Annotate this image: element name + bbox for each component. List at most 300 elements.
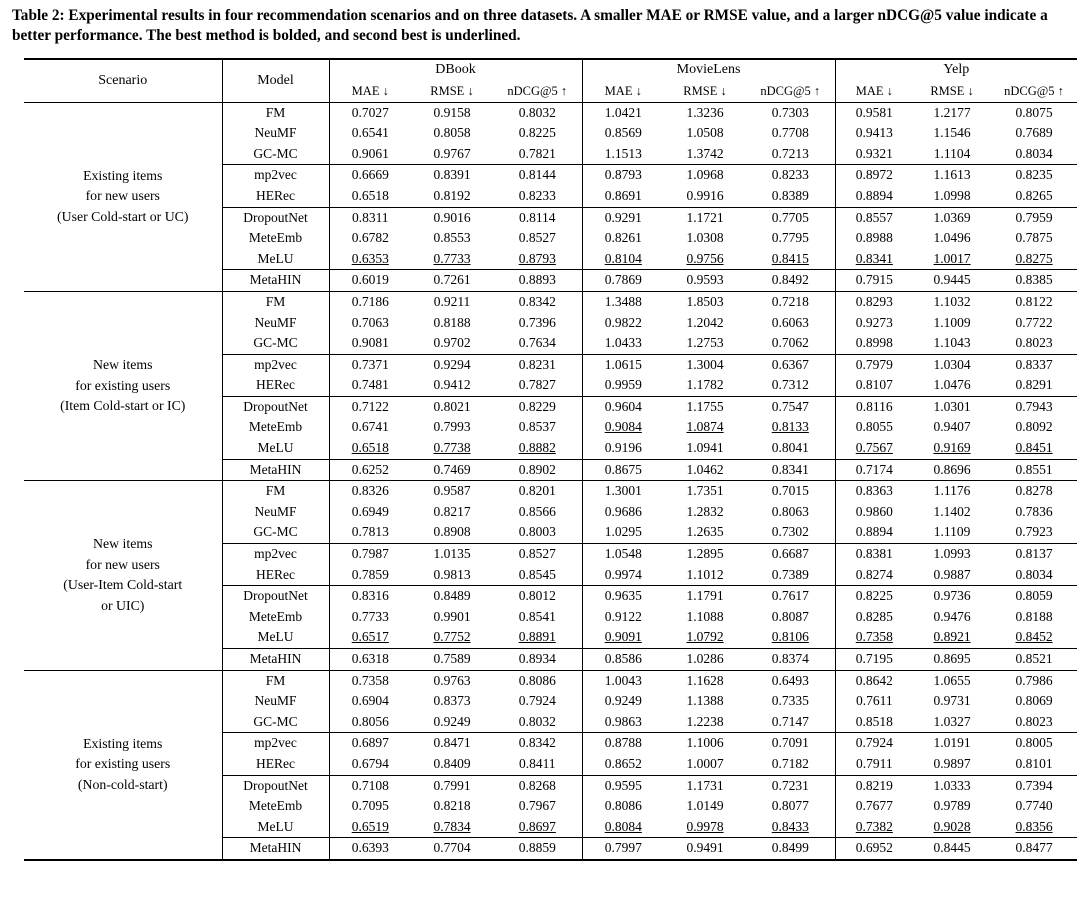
metric-value: 0.8902 [493,459,582,481]
metric-value: 0.7302 [746,522,835,543]
scenario-line: New items [93,357,153,373]
metric-value: 0.8891 [493,627,582,648]
metric-value: 0.8859 [493,838,582,860]
metric-value: 0.9731 [933,693,971,709]
metric-value: 0.7122 [351,398,389,414]
model-name: MeteEmb [222,417,329,438]
header-metric-dbook-1: RMSE ↓ [411,81,493,102]
model-name: mp2vec [222,165,329,186]
metric-value: 0.7027 [351,104,389,120]
metric-value: 1.0508 [686,125,724,141]
model-name: NeuMF [222,691,329,712]
metric-value: 0.8527 [493,544,582,565]
metric-value: 0.8069 [1015,693,1053,709]
metric-value: 0.8291 [991,375,1077,396]
metric-value: 1.0043 [604,672,642,688]
metric-value: 0.7015 [746,481,835,502]
metric-value: 0.9294 [433,356,471,372]
metric-value: 1.2895 [686,546,724,562]
metric-value: 0.7063 [351,314,389,330]
metric-value: 0.8059 [1015,588,1053,604]
scenario-line: Existing items [83,167,163,183]
header-dataset-dbook: DBook [329,59,582,81]
metric-value: 0.9476 [933,608,971,624]
metric-value: 1.0941 [664,438,746,459]
metric-value: 0.9491 [664,838,746,860]
table-row [24,102,1077,123]
metric-value: 1.3742 [664,144,746,165]
metric-value: 0.8499 [746,838,835,860]
metric-value: 0.9196 [582,438,664,459]
metric-value: 0.8894 [835,186,913,207]
metric-value: 0.7481 [329,375,411,396]
model-name: DropoutNet [222,396,329,417]
metric-value: 1.2635 [664,522,746,543]
metric-value: 0.7836 [1015,503,1053,519]
header-metric-yelp-0: MAE ↓ [835,81,913,102]
metric-value: 0.8675 [582,459,664,481]
metric-value: 1.0301 [933,398,971,414]
metric-value: 0.8092 [1015,419,1053,435]
model-name: GC-MC [222,333,329,354]
metric-value: 1.2832 [686,503,724,519]
metric-value: 0.8527 [493,228,582,249]
metric-value: 0.6519 [329,817,411,838]
metric-value: 0.8233 [746,165,835,186]
metric-value: 0.8218 [433,798,471,814]
metric-value: 1.1043 [913,333,991,354]
metric-value: 0.8921 [913,627,991,648]
metric-value: 0.8201 [493,481,582,502]
model-name: DropoutNet [222,775,329,796]
table-row [24,481,1077,502]
metric-value: 0.9736 [933,588,971,604]
model-name: MetaHIN [222,838,329,860]
metric-value: 0.8192 [411,186,493,207]
metric-value: 0.8086 [493,670,582,691]
metric-value: 0.8188 [433,314,471,330]
model-name: HERec [222,375,329,396]
metric-value: 1.0421 [604,104,642,120]
metric-value: 0.8274 [835,565,913,586]
metric-value: 0.9273 [855,314,893,330]
metric-value: 0.8409 [411,754,493,775]
metric-value: 0.8217 [433,503,471,519]
metric-value: 0.8788 [604,735,642,751]
metric-value: 0.8275 [991,249,1077,270]
metric-value: 0.9407 [933,419,971,435]
metric-value: 0.8106 [746,627,835,648]
metric-value: 0.8553 [433,230,471,246]
metric-value: 1.0433 [582,333,664,354]
metric-value: 0.9863 [582,712,664,733]
metric-value: 0.9822 [604,314,642,330]
model-name: HERec [222,754,329,775]
metric-value: 0.7986 [1015,672,1053,688]
metric-value: 1.1032 [933,293,971,309]
metric-value: 0.9211 [433,293,471,309]
metric-value: 0.8373 [433,693,471,709]
metric-value: 0.8023 [991,712,1077,733]
metric-value: 0.9763 [433,672,471,688]
metric-value: 0.9860 [855,503,893,519]
metric-value: 0.7705 [746,207,835,228]
metric-value: 1.0655 [933,672,971,688]
metric-value: 0.6318 [329,649,411,671]
metric-value: 0.8452 [991,627,1077,648]
metric-value: 0.8445 [913,838,991,860]
metric-value: 0.8477 [991,838,1077,860]
metric-value: 0.8058 [433,125,471,141]
metric-value: 0.8342 [493,733,582,754]
metric-value: 0.7389 [746,565,835,586]
metric-value: 0.7733 [351,608,389,624]
metric-value: 0.8521 [991,649,1077,671]
metric-value: 0.7335 [746,691,835,712]
metric-value: 0.9587 [433,483,471,499]
header-metric-yelp-2: nDCG@5 ↑ [991,81,1077,102]
metric-value: 0.8133 [746,417,835,438]
metric-value: 1.0304 [933,356,971,372]
model-name: GC-MC [222,144,329,165]
metric-value: 0.7987 [351,546,389,562]
metric-value: 0.7312 [746,375,835,396]
scenario-label [24,481,222,670]
metric-value: 1.0295 [582,522,664,543]
metric-value: 1.2238 [664,712,746,733]
model-name: NeuMF [222,502,329,523]
metric-value: 1.2177 [933,104,971,120]
metric-value: 0.6687 [746,544,835,565]
metric-value: 0.8566 [493,502,582,523]
metric-value: 0.9635 [604,588,642,604]
metric-value: 0.7911 [835,754,913,775]
metric-value: 0.7993 [433,419,471,435]
metric-value: 0.6252 [329,459,411,481]
metric-value: 0.8055 [855,419,893,435]
metric-value: 1.0462 [664,459,746,481]
metric-value: 0.8518 [835,712,913,733]
metric-value: 0.8691 [582,186,664,207]
metric-value: 0.8695 [913,649,991,671]
metric-value: 0.8391 [433,167,471,183]
metric-value: 0.7589 [411,649,493,671]
metric-value: 0.8225 [855,588,893,604]
model-name: FM [222,670,329,691]
metric-value: 1.0369 [933,209,971,225]
metric-value: 0.7795 [746,228,835,249]
metric-value: 0.9789 [933,798,971,814]
metric-value: 1.0308 [686,230,724,246]
metric-value: 1.1006 [686,735,724,751]
metric-value: 0.8433 [746,817,835,838]
metric-value: 0.7752 [411,627,493,648]
metric-value: 0.9593 [664,270,746,292]
metric-value: 0.7733 [411,249,493,270]
model-name: MeLU [222,817,329,838]
metric-value: 1.0286 [664,649,746,671]
metric-value: 0.7875 [1015,230,1053,246]
metric-value: 0.8268 [493,775,582,796]
model-name: MeteEmb [222,796,329,817]
metric-value: 1.2042 [686,314,724,330]
metric-value: 0.8034 [991,565,1077,586]
metric-value: 0.7231 [746,775,835,796]
metric-value: 1.1755 [686,398,724,414]
metric-value: 0.6063 [746,313,835,334]
metric-value: 1.0792 [664,627,746,648]
header-scenario: Scenario [24,59,222,102]
metric-value: 0.9016 [433,209,471,225]
metric-value: 1.1721 [686,209,724,225]
metric-value: 1.0874 [686,419,724,435]
metric-value: 0.8385 [991,270,1077,292]
metric-value: 1.0968 [686,167,724,183]
metric-value: 0.8084 [582,817,664,838]
metric-value: 0.9028 [913,817,991,838]
scenario-line: (Non-cold-start) [77,777,168,793]
metric-value: 0.9959 [582,375,664,396]
metric-value: 0.9702 [411,333,493,354]
metric-value: 0.8056 [329,712,411,733]
metric-value: 0.9291 [604,209,642,225]
metric-value: 0.8696 [913,459,991,481]
metric-value: 0.8381 [855,546,893,562]
metric-value: 0.7827 [493,375,582,396]
metric-value: 0.8411 [493,754,582,775]
metric-value: 0.9169 [913,438,991,459]
model-name: MeLU [222,627,329,648]
metric-value: 0.7722 [1015,314,1053,330]
metric-value: 0.8107 [835,375,913,396]
metric-value: 0.6741 [351,419,389,435]
metric-value: 0.8586 [582,649,664,671]
scenario-line: (User-Item Cold-start [63,577,183,593]
metric-value: 0.9897 [913,754,991,775]
metric-value: 0.8697 [493,817,582,838]
metric-value: 1.1402 [933,503,971,519]
metric-value: 0.8219 [855,777,893,793]
metric-value: 0.8034 [991,144,1077,165]
metric-value: 0.9091 [582,627,664,648]
metric-value: 0.9901 [433,608,471,624]
scenario-line: Existing items [83,735,163,751]
model-name: DropoutNet [222,207,329,228]
metric-value: 0.9595 [604,777,642,793]
metric-value: 1.7351 [686,483,724,499]
metric-value: 0.7091 [746,733,835,754]
metric-value: 0.9604 [604,398,642,414]
scenario-line: for new users [85,188,160,204]
header-metric-movielens-1: RMSE ↓ [664,81,746,102]
metric-value: 0.8537 [493,417,582,438]
metric-value: 0.6518 [329,438,411,459]
metric-value: 0.7396 [493,313,582,334]
table-body [24,59,1077,860]
metric-value: 0.7567 [835,438,913,459]
metric-value: 1.1782 [664,375,746,396]
metric-value: 0.9249 [604,693,642,709]
metric-value: 0.6367 [746,354,835,375]
metric-value: 0.7991 [433,777,471,793]
metric-value: 1.1731 [686,777,724,793]
metric-value: 0.8972 [855,167,893,183]
metric-value: 1.0496 [933,230,971,246]
model-name: MeLU [222,438,329,459]
metric-value: 0.9916 [664,186,746,207]
model-name: DropoutNet [222,586,329,607]
metric-value: 0.6669 [351,167,389,183]
scenario-label [24,670,222,860]
metric-value: 0.8005 [1015,735,1053,751]
metric-value: 0.8642 [855,672,893,688]
scenario-line: or UIC) [101,598,145,614]
metric-value: 0.7915 [835,270,913,292]
header-metric-movielens-2: nDCG@5 ↑ [746,81,835,102]
metric-value: 0.8793 [493,249,582,270]
metric-value: 0.9122 [604,608,642,624]
header-dataset-yelp: Yelp [835,59,1077,81]
metric-value: 0.8293 [855,293,893,309]
metric-value: 0.8569 [604,125,642,141]
metric-value: 0.9978 [664,817,746,838]
metric-value: 0.6541 [351,125,389,141]
metric-value: 0.6518 [329,186,411,207]
metric-value: 0.9412 [411,375,493,396]
metric-value: 0.8225 [493,123,582,144]
metric-value: 0.8075 [1015,104,1053,120]
metric-value: 0.9887 [913,565,991,586]
metric-value: 1.2753 [664,333,746,354]
metric-value: 0.8278 [1015,483,1053,499]
metric-value: 0.8032 [493,102,582,123]
metric-value: 1.0149 [686,798,724,814]
model-name: NeuMF [222,313,329,334]
metric-value: 0.7611 [855,693,893,709]
metric-value: 0.7261 [411,270,493,292]
metric-value: 0.7959 [1015,209,1053,225]
metric-value: 0.8374 [746,649,835,671]
header-dataset-movielens: MovieLens [582,59,835,81]
metric-value: 0.7371 [351,356,389,372]
metric-value: 0.7213 [746,144,835,165]
header-metric-dbook-2: nDCG@5 ↑ [493,81,582,102]
metric-value: 0.8077 [746,796,835,817]
metric-value: 0.8087 [746,607,835,628]
metric-value: 0.7979 [855,356,893,372]
metric-value: 0.7689 [1015,125,1053,141]
metric-value: 0.9445 [913,270,991,292]
metric-value: 0.7708 [746,123,835,144]
model-name: NeuMF [222,123,329,144]
metric-value: 0.7997 [582,838,664,860]
metric-value: 0.7195 [835,649,913,671]
metric-value: 0.8988 [855,230,893,246]
metric-value: 0.8114 [493,207,582,228]
metric-value: 1.1009 [933,314,971,330]
metric-value: 0.8041 [746,438,835,459]
model-name: MeLU [222,249,329,270]
metric-value: 0.7834 [411,817,493,838]
metric-value: 0.7186 [351,293,389,309]
model-name: GC-MC [222,522,329,543]
metric-value: 0.9767 [411,144,493,165]
metric-value: 1.1104 [913,144,991,165]
metric-value: 0.7923 [991,522,1077,543]
metric-value: 1.3236 [686,104,724,120]
metric-value: 0.8021 [433,398,471,414]
metric-value: 0.6393 [329,838,411,860]
results-table [24,58,1077,861]
header-metric-yelp-1: RMSE ↓ [913,81,991,102]
metric-value: 0.8116 [855,398,893,414]
metric-value: 0.8235 [1015,167,1053,183]
metric-value: 0.7358 [351,672,389,688]
metric-value: 0.8285 [855,608,893,624]
metric-value: 0.6904 [351,693,389,709]
metric-value: 0.8471 [433,735,471,751]
metric-value: 0.8337 [1015,356,1053,372]
metric-value: 0.7617 [746,586,835,607]
metric-value: 0.9413 [855,125,893,141]
scenario-label [24,291,222,480]
metric-value: 0.8311 [351,209,389,225]
model-name: GC-MC [222,712,329,733]
metric-value: 1.1628 [686,672,724,688]
metric-value: 0.7108 [351,777,389,793]
scenario-line: for existing users [75,377,171,393]
metric-value: 1.0191 [933,735,971,751]
metric-value: 0.9081 [329,333,411,354]
metric-value: 1.3004 [686,356,724,372]
metric-value: 0.8231 [493,354,582,375]
metric-value: 0.9321 [835,144,913,165]
metric-value: 0.8356 [991,817,1077,838]
metric-value: 0.8188 [1015,608,1053,624]
metric-value: 1.0548 [604,546,642,562]
metric-value: 1.0333 [933,777,971,793]
metric-value: 0.7677 [855,798,893,814]
metric-value: 0.8233 [493,186,582,207]
metric-value: 0.8341 [746,459,835,481]
metric-value: 1.1012 [664,565,746,586]
metric-value: 0.7634 [493,333,582,354]
header-model: Model [222,59,329,102]
metric-value: 0.8101 [991,754,1077,775]
metric-value: 0.7813 [329,522,411,543]
header-row-datasets [24,59,1077,81]
metric-value: 0.6897 [351,735,389,751]
metric-value: 0.8652 [582,754,664,775]
metric-value: 0.7547 [746,396,835,417]
metric-value: 1.1513 [582,144,664,165]
metric-value: 0.8793 [604,167,642,183]
metric-value: 0.7924 [493,691,582,712]
metric-value: 0.8541 [493,607,582,628]
metric-value: 0.6949 [351,503,389,519]
metric-value: 1.0007 [664,754,746,775]
scenario-line: for new users [85,556,160,572]
table-caption: Table 2: Experimental results in four recommendation scenarios and on three datasets. A smaller MAE or RMSE value, and a larger nDCG@5 value indicate a better performance. The best method is bolded, and second best is underlined. [12,7,1048,45]
metric-value: 1.0017 [913,249,991,270]
metric-value: 0.7859 [329,565,411,586]
metric-value: 0.8229 [493,396,582,417]
model-name: FM [222,102,329,123]
metric-value: 0.8012 [493,586,582,607]
metric-value: 1.1109 [913,522,991,543]
model-name: MetaHIN [222,649,329,671]
metric-value: 0.9158 [433,104,471,120]
